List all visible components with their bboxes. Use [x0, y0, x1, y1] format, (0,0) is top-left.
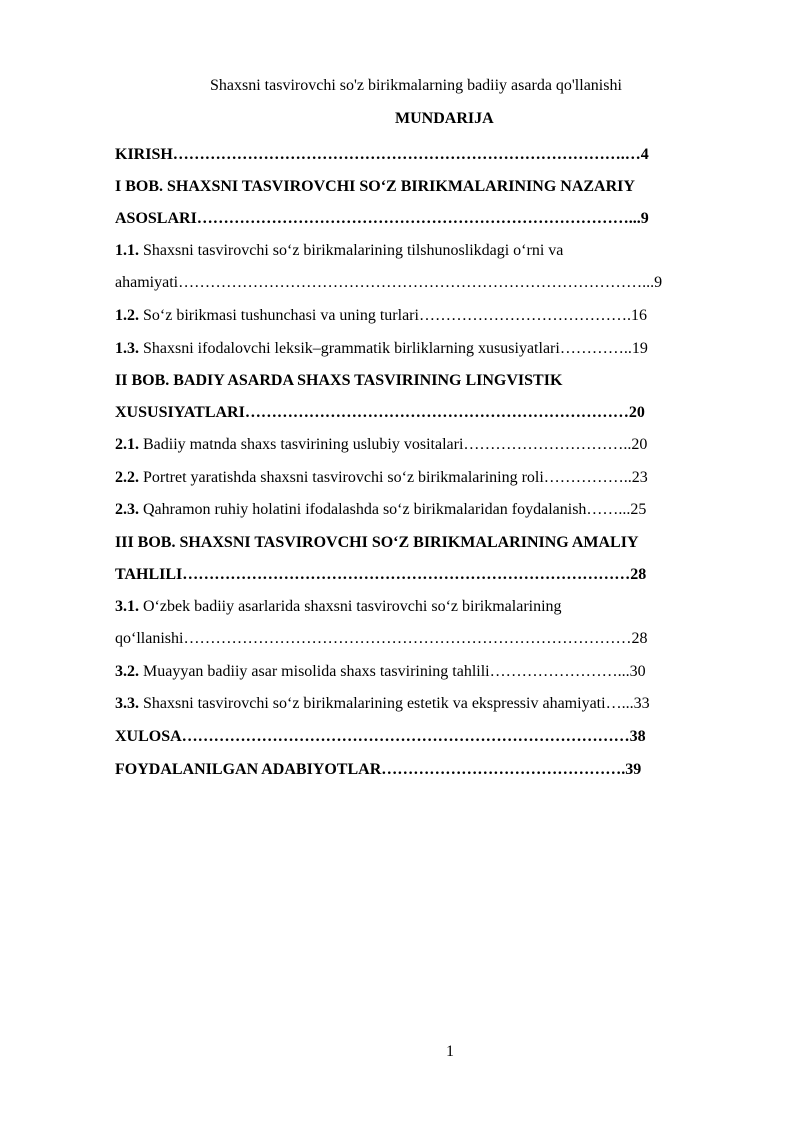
toc-entry-xulosa: XULOSA…………………………………………………………………………38	[115, 728, 646, 745]
section-title: Portret yaratishda shaxsni tasvirovchi so‘z birikmalarining roli……………..23	[139, 469, 648, 486]
section-title: Shaxsni tasvirovchi so‘z birikmalarining tilshunoslikdagi o‘rni va	[139, 242, 564, 259]
toc-entry-section-3-2	[115, 662, 646, 682]
section-number: 2.2.	[115, 469, 139, 486]
toc-entry-section-1-2	[115, 306, 647, 326]
section-number: 3.2.	[115, 663, 139, 680]
section-number: 2.3.	[115, 501, 139, 518]
toc-entry-section-3-3	[115, 694, 650, 714]
toc-entry-chapter-3-line-2: TAHLILI…………………………………………………………………………28	[115, 566, 647, 583]
toc-entry-chapter-3-line-1: III BOB. SHAXSNI TASVIROVCHI SO‘Z BIRIKMALARINING AMALIY	[115, 534, 639, 551]
toc-entry-section-1-3	[115, 339, 648, 359]
toc-entry-kirish: KIRISH………………………………………………………………………….…4	[115, 146, 649, 163]
toc-entry-section-1-1-line-2: ahamiyati……………………………………………………………………………...9	[115, 274, 663, 291]
toc-entry-section-3-1	[115, 597, 562, 617]
section-title: Shaxsni ifodalovchi leksik–grammatik birliklarning xususiyatlari…………..19	[139, 340, 648, 357]
section-number: 1.1.	[115, 242, 139, 259]
document-title: Shaxsni tasvirovchi so'z birikmalarning badiiy asarda qo'llanishi	[210, 77, 622, 94]
section-number: 2.1.	[115, 436, 139, 453]
section-title: O‘zbek badiiy asarlarida shaxsni tasvirovchi so‘z birikmalarining	[139, 598, 562, 615]
toc-entry-chapter-1-line-2: ASOSLARI………………………………………………………………………...9	[115, 210, 649, 227]
section-number: 1.2.	[115, 307, 139, 324]
section-title: Muayyan badiiy asar misolida shaxs tasvirining tahlili……………………...30	[139, 663, 646, 680]
page-number: 1	[446, 1043, 454, 1060]
toc-entry-section-2-1	[115, 435, 647, 455]
section-number: 1.3.	[115, 340, 139, 357]
section-title: Qahramon ruhiy holatini ifodalashda so‘z birikmalaridan foydalanish……...25	[139, 501, 647, 518]
toc-entry-chapter-1-line-1: I BOB. SHAXSNI TASVIROVCHI SO‘Z BIRIKMALARINING NAZARIY	[115, 178, 635, 195]
section-number: 3.1.	[115, 598, 139, 615]
toc-entry-chapter-2-line-1: II BOB. BADIY ASARDA SHAXS TASVIRINING LINGVISTIK	[115, 372, 563, 389]
section-title: So‘z birikmasi tushunchasi va uning turlari………………………………….16	[139, 307, 647, 324]
section-title: Badiiy matnda shaxs tasvirining uslubiy vositalari…………………………..20	[139, 436, 648, 453]
toc-entry-section-2-2	[115, 468, 648, 488]
section-number: 3.3.	[115, 695, 139, 712]
section-title: Shaxsni tasvirovchi so‘z birikmalarining estetik va ekspressiv ahamiyati…...33	[139, 695, 650, 712]
toc-entry-references: FOYDALANILGAN ADABIYOTLAR……………………………………….39	[115, 761, 642, 778]
toc-entry-section-3-1-line-2: qo‘llanishi…………………………………………………………………………28	[115, 630, 648, 647]
toc-heading: MUNDARIJA	[395, 110, 494, 127]
toc-entry-chapter-2-line-2: XUSUSIYATLARI………………………………………………………………20	[115, 404, 645, 421]
toc-entry-section-1-1	[115, 241, 563, 261]
toc-entry-section-2-3	[115, 500, 646, 520]
